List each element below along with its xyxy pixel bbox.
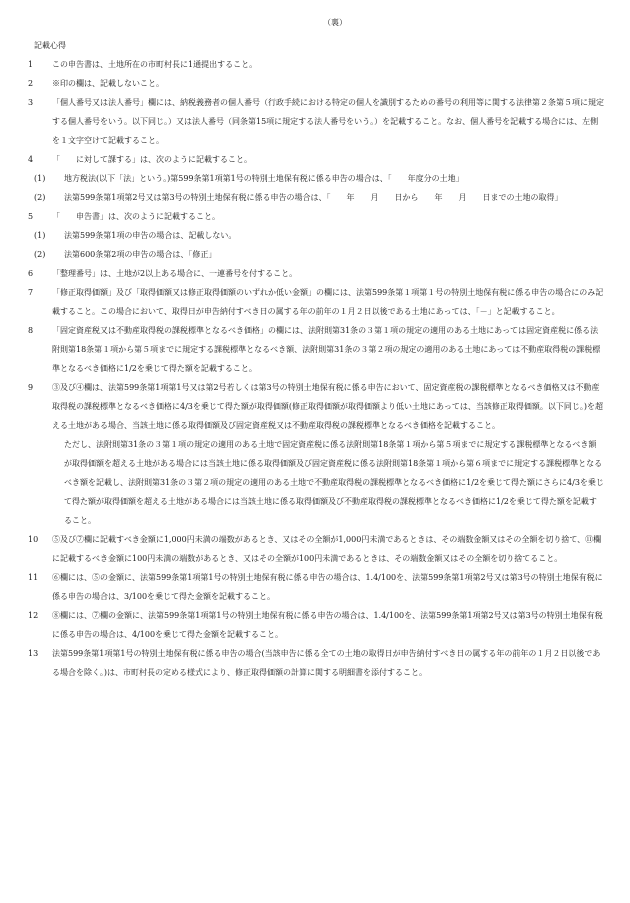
list-item bbox=[26, 264, 604, 283]
item-number: 13 bbox=[28, 649, 39, 658]
list-item bbox=[26, 93, 604, 150]
sub-item bbox=[26, 226, 604, 245]
item-text: ⑥欄には、⑤の金額に、法第599条第1項第1号の特別土地保有税に係る申告の場合は、1.4/100を、法第599条第1項第2号又は第3号の特別土地保有税に係る申告の場合は、3/100を乗じて得た金額を記載すること。 bbox=[52, 573, 603, 601]
item-number: 1 bbox=[28, 60, 34, 69]
list-item bbox=[26, 606, 604, 644]
item-text: ⑧欄には、⑦欄の金額に、法第599条第1項第1号の特別土地保有税に係る申告の場合は、1.4/100を、法第599条第1項第2号又は第3号の特別土地保有税に係る申告の場合は、4/100を乗じて得た金額を記載すること。 bbox=[52, 611, 603, 639]
item-number: 11 bbox=[28, 573, 39, 582]
item-text: 「個人番号又は法人番号」欄には、納税義務者の個人番号（行政手続における特定の個人を識別するための番号の利用等に関する法律第２条第５項に規定する個人番号をいう。以下同じ。）又は法人番号（同条第15項に規定する法人番号をいう。）を記載すること。なお、個人番号を記載する場合には、左側を１文字空けて記載すること。 bbox=[52, 98, 604, 145]
list-item bbox=[26, 530, 604, 568]
item-number: 5 bbox=[28, 212, 34, 221]
item-text: 「 に対して課する」は、次のように記載すること。 bbox=[52, 155, 252, 164]
item-text: 「固定資産税又は不動産取得税の課税標準となるべき価格」の欄には、法附則第31条の３第１項の規定の適用のある土地にあっては固定資産税に係る法附則第18条第１項から第５項までに規定する課税標準となるべき額、法附則第31条の３第２項の規定の適用のある土地にあっては不動産取得税の課税標準となるべき価格に1/2を乗じて得た額を記載すること。 bbox=[52, 326, 601, 373]
item-number: 9 bbox=[28, 383, 34, 392]
item-number: 10 bbox=[28, 535, 39, 544]
sub-item-text: 法第600条第2項の申告の場合は、「修正」 bbox=[64, 250, 217, 259]
list-item bbox=[26, 378, 604, 435]
sub-item-number: (2) bbox=[34, 250, 46, 259]
item-text: 「 申告書」は、次のように記載すること。 bbox=[52, 212, 220, 221]
item-number: 7 bbox=[28, 288, 34, 297]
item-text: ⑤及び⑦欄に記載すべき金額に1,000円未満の端数があるとき、又はその全額が1,000円未満であるときは、その端数金額又はその全額を切り捨て、⑪欄に記載するべき金額に100円未満の端数があるとき、又はその全額が100円未満であるときは、その端数金額又はその全額を切り捨てること。 bbox=[52, 535, 602, 563]
page-header: （裏） bbox=[323, 18, 347, 27]
item-text: 法第599条第1項第1号の特別土地保有税に係る申告の場合(当該申告に係る全ての土地の取得日が申告納付すべき日の属する年の前年の１月２日以後である場合を除く。)は、市町村長の定める様式により、修正取得価額の計算に関する明細書を添付すること。 bbox=[52, 649, 601, 677]
list-item bbox=[26, 150, 604, 169]
item-number: 6 bbox=[28, 269, 34, 278]
list-item bbox=[26, 644, 604, 682]
proviso-text: ただし、法附則第31条の３第１項の規定の適用のある土地で固定資産税に係る法附則第18条第１項から第５項までに規定する課税標準となるべき額が取得価額を超える土地がある場合には当該土地に係る取得価額及び固定資産税に係る法附則第18条第１項から第６項までに規定する課税標準となるべき額を記載し、法附則第31条の３第２項の規定の適用のある土地で不動産取得税の課税標準となるべき価格に1/2を乗じて得た額にさらに4/3を乗じて得た額が取得価額を超える土地がある場合には当該土地に係る取得価額及び不動産取得税の課税標準となるべき価格に1/2を乗じて得た額を記載すること。 bbox=[64, 440, 604, 525]
sub-item-number: (1) bbox=[34, 174, 46, 183]
item-number: 3 bbox=[28, 98, 34, 107]
item-number: 2 bbox=[28, 79, 34, 88]
item-number: 8 bbox=[28, 326, 34, 335]
item-text: ③及び④欄は、法第599条第1項第1号又は第2号若しくは第3号の特別土地保有税に係る申告において、固定資産税の課税標準となるべき価格又は不動産取得税の課税標準となるべき価格に4/3を乗じて得た額が取得価額(修正取得価額が取得価額より低い土地にあっては、当該修正取得価額。以下同じ。)を超える土地がある場合、当該土地に係る取得価額及び固定資産税又は不動産取得税の課税標準となるべき価格を記載すること。 bbox=[52, 383, 604, 430]
item-number: 4 bbox=[28, 155, 34, 164]
list-item bbox=[26, 321, 604, 378]
sub-item-text: 地方税法(以下「法」という。)第599条第1項第1号の特別土地保有税に係る申告の場合は、「 年度分の土地」 bbox=[64, 174, 464, 183]
sub-item-number: (1) bbox=[34, 231, 46, 240]
sub-item bbox=[26, 245, 604, 264]
section-title: 記載心得 bbox=[34, 41, 66, 50]
item-text: 「整理番号」は、土地が2以上ある場合に、一連番号を付すること。 bbox=[52, 269, 298, 278]
sub-item-text: 法第599条第1項第2号又は第3号の特別土地保有税に係る申告の場合は、「 年 月 日から 年 月 日までの土地の取得」 bbox=[64, 193, 563, 202]
item-text: この申告書は、土地所在の市町村長に1通提出すること。 bbox=[52, 60, 258, 69]
sub-item bbox=[26, 188, 604, 207]
item-text: 「修正取得価額」及び「取得価額又は修正取得価額のいずれか低い金額」の欄には、法第599条第１項第１号の特別土地保有税に係る申告の場合にのみ記載すること。この場合において、取得日が申告納付すべき日の属する年の前年の１月２日以後である土地にあっては、「－」と記載すること。 bbox=[52, 288, 604, 316]
sub-item-number: (2) bbox=[34, 193, 46, 202]
sub-item bbox=[26, 169, 604, 188]
item-text: ※印の欄は、記載しないこと。 bbox=[52, 79, 164, 88]
list-item bbox=[26, 283, 604, 321]
list-item bbox=[26, 55, 604, 74]
list-item bbox=[26, 568, 604, 606]
proviso-paragraph bbox=[26, 435, 604, 530]
list-item bbox=[26, 207, 604, 226]
item-number: 12 bbox=[28, 611, 39, 620]
sub-item-text: 法第599条第1項の申告の場合は、記載しない。 bbox=[64, 231, 237, 240]
list-item bbox=[26, 74, 604, 93]
